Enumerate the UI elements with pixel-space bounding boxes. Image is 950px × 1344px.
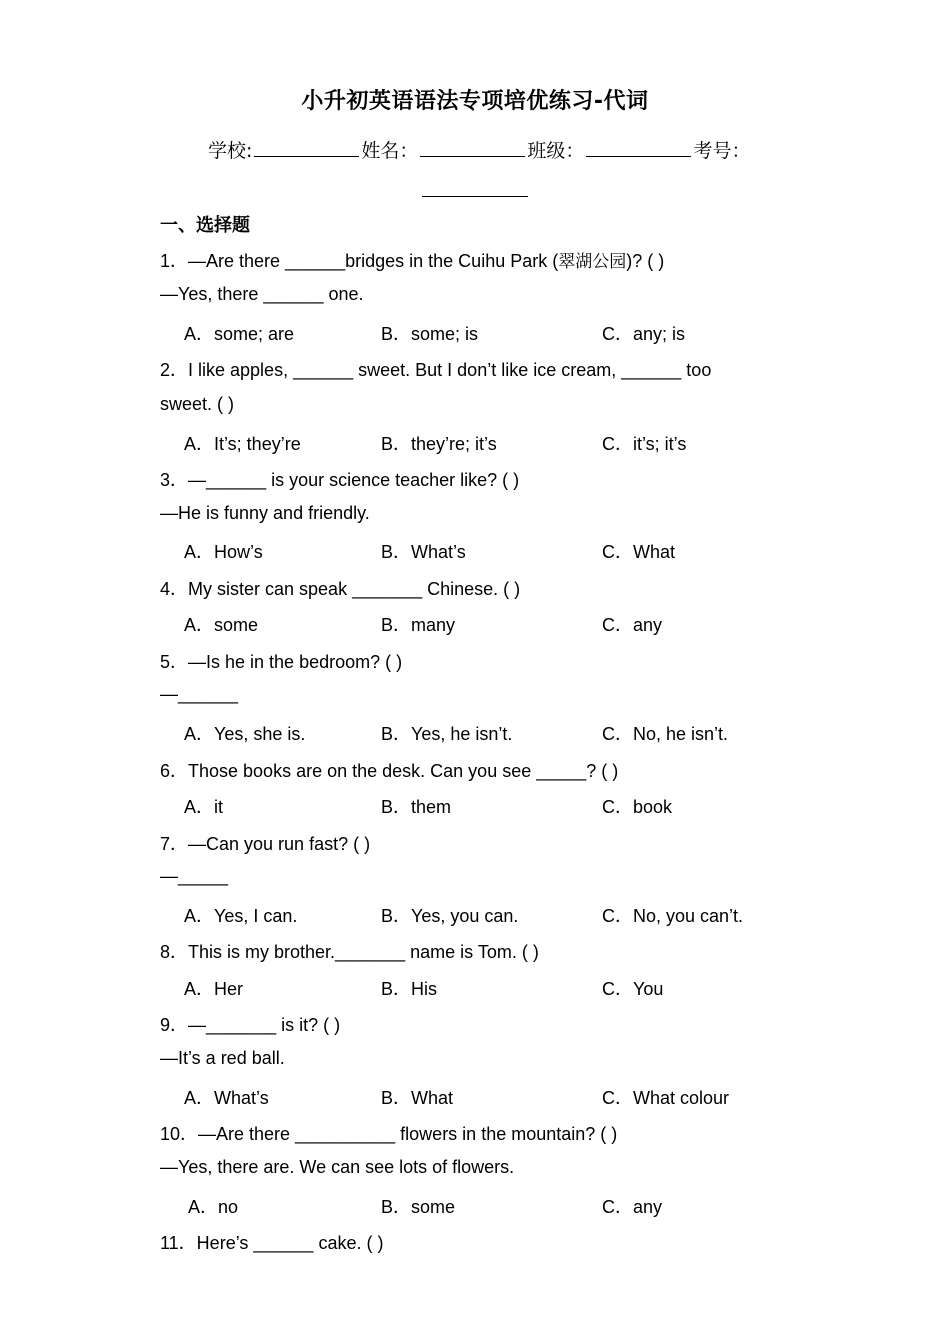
option-c[interactable]: C．book	[602, 797, 673, 817]
option-b[interactable]: B．What’s	[381, 542, 466, 562]
option-a[interactable]: A．it	[184, 797, 224, 817]
option-c[interactable]: C．any; is	[602, 324, 686, 344]
school-blank[interactable]	[254, 138, 359, 157]
option-c[interactable]: C．No, you can’t.	[602, 906, 744, 926]
option-b[interactable]: B．some	[381, 1197, 456, 1217]
question-9-answer-line: —It’s a red ball.	[160, 1048, 285, 1068]
option-a[interactable]: A．Yes, she is.	[184, 724, 306, 744]
question-3-stem: 3．—______ is your science teacher like? ( )	[160, 470, 520, 490]
question-2-options	[184, 430, 804, 452]
question-5-options	[184, 720, 804, 742]
option-c[interactable]: C．What	[602, 542, 676, 562]
option-c[interactable]: C．What colour	[602, 1088, 730, 1108]
option-b[interactable]: B．them	[381, 797, 452, 817]
page-title: 小升初英语语法专项培优练习-代词	[301, 89, 649, 114]
question-3-options	[184, 538, 804, 560]
question-2-stem: 2．I like apples, ______ sweet. But I don’t like ice cream, ______ too	[160, 360, 712, 380]
option-b[interactable]: B．What	[381, 1088, 454, 1108]
question-7-stem: 7．—Can you run fast? ( )	[160, 834, 371, 854]
option-c[interactable]: C．No, he isn’t.	[602, 724, 729, 744]
question-1-stem: 1．—Are there ______bridges in the Cuihu Park (翠湖公园)? ( )	[160, 251, 665, 272]
option-b[interactable]: B．Yes, you can.	[381, 906, 519, 926]
question-9-stem: 9．—_______ is it? ( )	[160, 1015, 341, 1035]
option-c[interactable]: C．it’s; it’s	[602, 434, 687, 454]
question-3-answer-line: —He is funny and friendly.	[160, 503, 370, 523]
option-c[interactable]: C．You	[602, 979, 664, 999]
question-7-options	[184, 902, 804, 924]
name-blank[interactable]	[420, 138, 525, 157]
option-b[interactable]: B．they’re; it’s	[381, 434, 497, 454]
question-10-options	[184, 1193, 804, 1215]
question-1-answer-line: —Yes, there ______ one.	[160, 284, 364, 304]
question-7-answer-line: —_____	[160, 866, 229, 886]
section-title: 一、选择题	[160, 215, 250, 236]
class-label: 班级：	[527, 140, 585, 162]
question-10-answer-line: —Yes, there are. We can see lots of flowers.	[160, 1157, 515, 1177]
option-c[interactable]: C．any	[602, 1197, 663, 1217]
question-4-stem: 4．My sister can speak _______ Chinese. ( )	[160, 579, 521, 599]
exam-no-label: 考号：	[693, 140, 751, 162]
student-info-line	[208, 136, 750, 163]
school-label: 学校:	[208, 140, 253, 162]
option-a[interactable]: A．no	[184, 1197, 239, 1217]
name-label: 姓名：	[361, 140, 419, 162]
question-6-stem: 6．Those books are on the desk. Can you see _____? ( )	[160, 761, 619, 781]
option-b[interactable]: B．His	[381, 979, 438, 999]
question-11-stem: 11．Here’s ______ cake. ( )	[160, 1233, 384, 1253]
option-b[interactable]: B．Yes, he isn’t.	[381, 724, 513, 744]
option-c[interactable]: C．any	[602, 615, 663, 635]
exam-no-blank[interactable]	[422, 176, 528, 197]
question-5-answer-line: —______	[160, 684, 239, 704]
chinese-annotation: 翠湖公园	[558, 252, 627, 272]
question-2-stem-cont: sweet. ( )	[160, 394, 235, 414]
class-blank[interactable]	[586, 138, 691, 157]
option-a[interactable]: A．some; are	[184, 324, 295, 344]
option-a[interactable]: A．How’s	[184, 542, 263, 562]
option-a[interactable]: A．It’s; they’re	[184, 434, 301, 454]
option-a[interactable]: A．some	[184, 615, 259, 635]
question-8-stem: 8．This is my brother._______ name is Tom. ( )	[160, 942, 539, 962]
question-10-stem: 10．—Are there __________ flowers in the mountain? ( )	[160, 1124, 618, 1144]
question-8-options	[184, 975, 804, 997]
option-a[interactable]: A．Her	[184, 979, 244, 999]
option-b[interactable]: B．some; is	[381, 324, 479, 344]
question-6-options	[184, 793, 804, 815]
option-a[interactable]: A．What’s	[184, 1088, 269, 1108]
option-b[interactable]: B．many	[381, 615, 456, 635]
question-1-options	[184, 320, 804, 342]
question-5-stem: 5．—Is he in the bedroom? ( )	[160, 652, 403, 672]
option-a[interactable]: A．Yes, I can.	[184, 906, 298, 926]
question-9-options	[184, 1084, 804, 1106]
question-4-options	[184, 611, 804, 633]
